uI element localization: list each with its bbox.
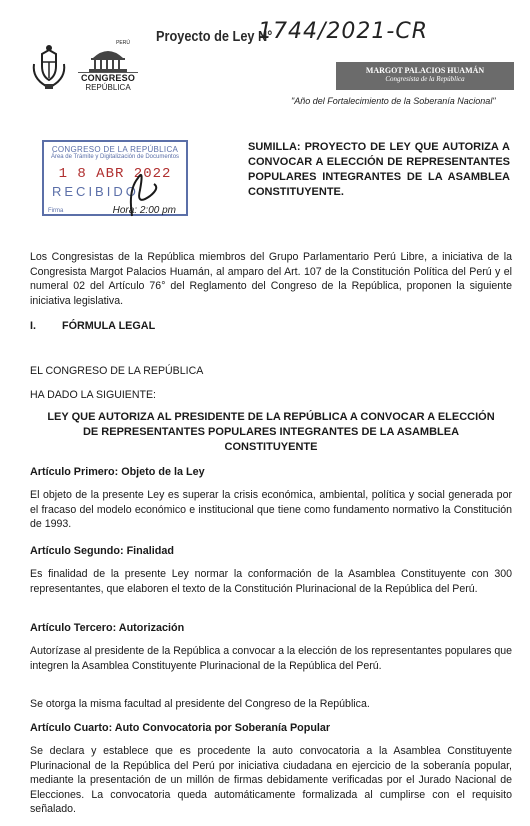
law-title: LEY QUE AUTORIZA AL PRESIDENTE DE LA REPÚBLICA A CONVOCAR A ELECCIÓN DE REPRESENTANTES POPULARES INTEGRANTES DE LA ASAMBLEA CONSTITUYENTE	[47, 411, 495, 453]
article-3-text-2: Se otorga la misma facultad al presidente del Congreso de la República.	[30, 698, 370, 710]
article-4-heading: Artículo Cuarto: Auto Convocatoria por Soberanía Popular	[30, 722, 331, 734]
section-number: I.	[30, 320, 36, 332]
stamp-firma: Firma	[48, 208, 64, 214]
congresista-name: MARGOT PALACIOS HUAMÁN	[365, 66, 485, 75]
congreso-logo	[78, 40, 138, 92]
congreso-line1: CONGRESO	[78, 72, 138, 83]
stamp-line1: CONGRESO DE LA REPÚBLICA	[51, 145, 179, 154]
article-1-text: El objeto de la presente Ley es superar la crisis económica, ambiental, política y social generada por el fracaso del modelo económico e institucional que tiene como fundamento normativo la Constitución de 1993.	[30, 489, 512, 530]
article-2-text: Es finalidad de la presente Ley normar la conformación de la Asamblea Constituyente con 300 representantes, que elaboren el texto de la Constitución Plurinacional de la República del Perú.	[30, 568, 512, 595]
proyecto-number: 1744/2021-CR	[258, 19, 428, 44]
peru-small-label: PERÚ	[116, 40, 130, 46]
intro-paragraph: Los Congresistas de la República miembros del Grupo Parlamentario Perú Libre, a iniciativa de la Congresista Margot Palacios Huamán, al amparo del Art. 107 de la Constitución Política del Perú y el numeral 02 del Artículo 76° del Reglamento del Congreso de la República, proponen la siguiente iniciativa legislativa.	[30, 251, 512, 307]
stamp-date: 1 8 ABR 2022	[58, 166, 172, 182]
peru-coat-of-arms-icon	[30, 44, 68, 92]
stamp-line2: Área de Trámite y Digitalización de Documentos	[50, 154, 180, 160]
article-3-heading: Artículo Tercero: Autorización	[30, 622, 185, 634]
sumilla: SUMILLA: PROYECTO DE LEY QUE AUTORIZA A CONVOCAR A ELECCIÓN DE REPRESENTANTES POPULARES INTEGRANTES DE LA ASAMBLEA CONSTITUYENTE.	[248, 141, 510, 198]
article-4-text: Se declara y establece que es procedente la auto convocatoria a la Asamblea Constituyente Plurinacional de la República del Perú por iniciativa ciudadana en ejercicio de la soberanía popular, mediante la presentación de un millón de firmas debidamente verificadas por el Jurado Nacional de Elecciones. La convocatoria queda automáticamente formalizada al cumplirse con el requisito señalado.	[30, 745, 512, 815]
proyecto-label: Proyecto de Ley N°	[156, 28, 273, 45]
year-motto: "Año del Fortalecimiento de la Soberanía Nacional"	[291, 96, 496, 106]
stamp-hora: Hora: 2:00 pm	[112, 205, 176, 216]
article-1-heading: Artículo Primero: Objeto de la Ley	[30, 466, 205, 478]
congresista-role: Congresista de la República	[385, 75, 465, 83]
article-2-heading: Artículo Segundo: Finalidad	[30, 545, 174, 557]
stamp-received: RECIBIDO	[52, 184, 139, 199]
congress-line: EL CONGRESO DE LA REPÚBLICA	[30, 365, 204, 377]
congress-building-icon	[87, 46, 129, 72]
given-line: HA DADO LA SIGUIENTE:	[30, 389, 156, 401]
congresista-name-box	[336, 62, 514, 90]
congreso-line2: REPÚBLICA	[85, 83, 131, 92]
section-title: FÓRMULA LEGAL	[62, 320, 156, 332]
signature-icon	[110, 160, 170, 220]
article-3-text: Autorízase al presidente de la República a convocar a la elección de los representantes populares que integren la Asamblea Constituyente Plurinacional de la República del Perú.	[30, 645, 512, 672]
